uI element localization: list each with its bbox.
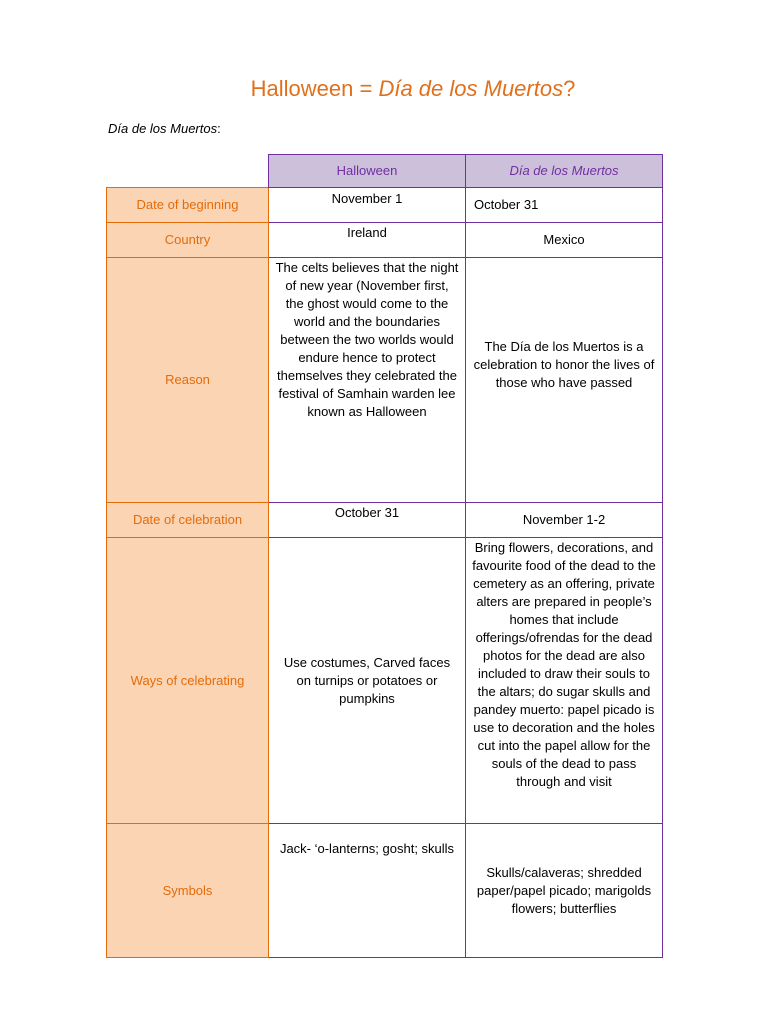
table-row xyxy=(107,538,663,824)
table-row xyxy=(107,503,663,538)
comparison-table xyxy=(106,154,663,958)
halloween-cell: Ireland xyxy=(269,223,466,258)
halloween-cell: October 31 xyxy=(269,503,466,538)
column-header-halloween: Halloween xyxy=(269,155,466,188)
table-header-row xyxy=(107,155,663,188)
section-subheading xyxy=(108,121,221,136)
dia-cell: Bring flowers, decorations, and favourite food of the dead to the cemetery as an offering, private alters are prepared in people’s homes that include offerings/ofrendas for the dead photos for the dead are also included to draw their souls to the altars; do sugar skulls and pandey muerto: papel picado is use to decoration and the holes cut into the papel allow for the souls of the dead to pass through and visit xyxy=(466,538,663,824)
halloween-cell: The celts believes that the night of new year (November first, the ghost would come to the world and the boundaries between the two worlds would endure hence to protect themselves they celebrated the festival of Samhain warden lee known as Halloween xyxy=(269,258,466,503)
title-prefix: Halloween = xyxy=(250,76,379,101)
row-label-reason: Reason xyxy=(107,258,269,503)
dia-cell: November 1-2 xyxy=(466,503,663,538)
table-row xyxy=(107,824,663,958)
dia-cell: October 31 xyxy=(466,188,663,223)
halloween-cell: November 1 xyxy=(269,188,466,223)
row-label-country: Country xyxy=(107,223,269,258)
page-title xyxy=(0,76,768,102)
title-emphasis: Día de los Muertos xyxy=(378,76,564,101)
table-row xyxy=(107,223,663,258)
halloween-cell: Jack- ‘o-lanterns; gosht; skulls xyxy=(269,824,466,958)
dia-cell: The Día de los Muertos is a celebration to honor the lives of those who have passed xyxy=(466,258,663,503)
halloween-cell: Use costumes, Carved faces on turnips or potatoes or pumpkins xyxy=(269,538,466,824)
row-label-symbols: Symbols xyxy=(107,824,269,958)
dia-cell: Skulls/calaveras; shredded paper/papel picado; marigolds flowers; butterflies xyxy=(466,824,663,958)
subheading-emphasis: Día de los Muertos xyxy=(108,121,218,136)
header-corner xyxy=(107,155,269,188)
row-label-ways-of-celebrating: Ways of celebrating xyxy=(107,538,269,824)
column-header-dia-de-los-muertos: Día de los Muertos xyxy=(466,155,663,188)
row-label-date-of-celebration: Date of celebration xyxy=(107,503,269,538)
table-row xyxy=(107,258,663,503)
title-suffix: ? xyxy=(563,76,576,101)
row-label-date-of-beginning: Date of beginning xyxy=(107,188,269,223)
dia-cell: Mexico xyxy=(466,223,663,258)
subheading-suffix: : xyxy=(217,121,221,136)
table-row xyxy=(107,188,663,223)
